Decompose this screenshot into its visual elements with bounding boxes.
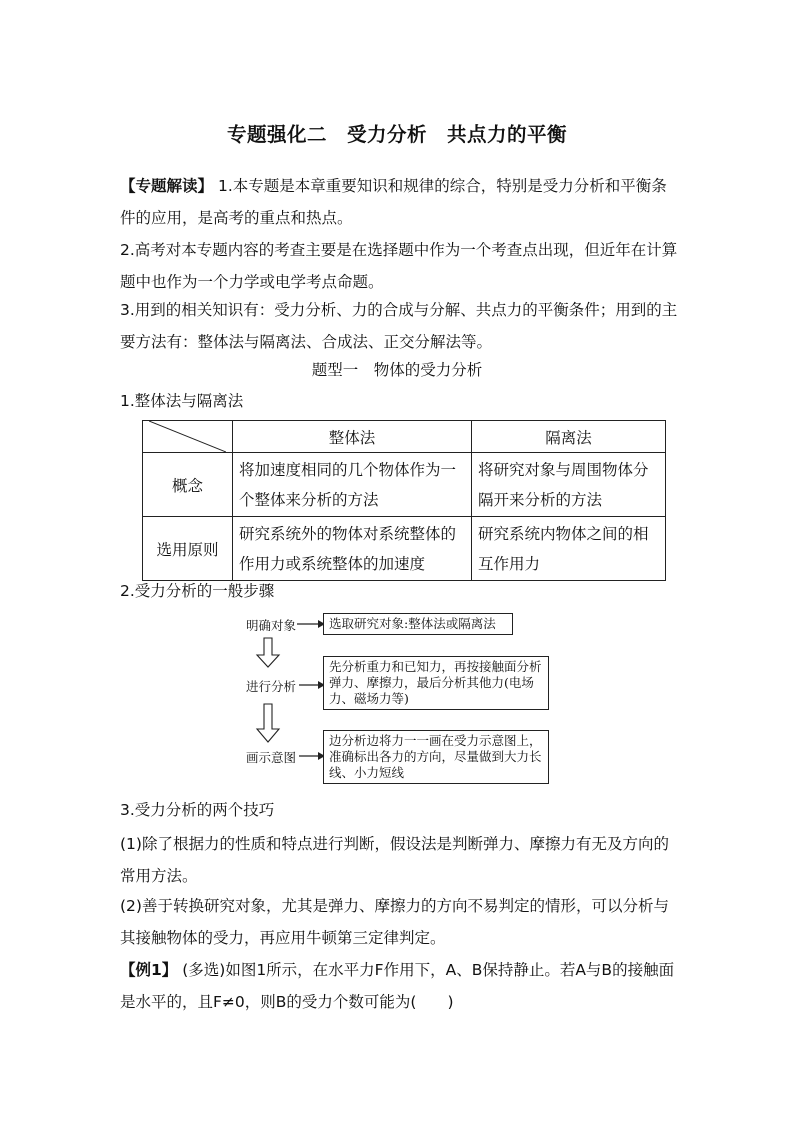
flow-step1-box: 选取研究对象:整体法或隔离法 [323, 613, 513, 635]
cell-concept-isolate: 将研究对象与周围物体分隔开来分析的方法 [472, 453, 666, 517]
subheading-3: 3.受力分析的两个技巧 [120, 801, 275, 819]
table-corner-cell [143, 421, 233, 453]
down-arrow-icon [257, 704, 279, 742]
row-label-concept: 概念 [143, 453, 233, 517]
example-tag: 【例1】 [120, 961, 178, 979]
diagonal-line [149, 421, 226, 452]
down-arrow-icon [257, 638, 279, 667]
intro-tag: 【专题解读】 [120, 177, 214, 195]
flow-step2-box: 先分析重力和已知力，再按接触面分析弹力、摩擦力，最后分析其他力(电场力、磁场力等) [323, 656, 549, 710]
intro-paragraph-1 [120, 170, 680, 234]
subheading-1: 1.整体法与隔离法 [120, 392, 244, 410]
header-whole-method: 整体法 [233, 421, 472, 453]
flow-step3-box: 边分析边将力一一画在受力示意图上，准确标出各力的方向，尽量做到大力长线、小力短线 [323, 730, 549, 784]
row-label-principle: 选用原则 [143, 517, 233, 581]
flow-step3-label: 画示意图 [246, 750, 297, 765]
intro-paragraph-3: 3.用到的相关知识有：受力分析、力的合成与分解、共点力的平衡条件；用到的主要方法有：整体法与隔离法、合成法、正交分解法等。 [120, 301, 678, 351]
section-heading: 题型一 物体的受力分析 [311, 361, 483, 379]
flowchart [230, 608, 560, 793]
intro-text-1: 1.本专题是本章重要知识和规律的综合，特别是受力分析和平衡条件的应用，是高考的重点和热点。 [120, 177, 667, 227]
comparison-table [142, 420, 666, 581]
header-isolation-method: 隔离法 [472, 421, 666, 453]
tip-2: (2)善于转换研究对象，尤其是弹力、摩擦力的方向不易判定的情形，可以分析与其接触物体的受力，再应用牛顿第三定律判定。 [120, 897, 669, 947]
cell-principle-whole: 研究系统外的物体对系统整体的作用力或系统整体的加速度 [233, 517, 472, 581]
subheading-2: 2.受力分析的一般步骤 [120, 582, 275, 600]
example-text: (多选)如图1所示，在水平力F作用下，A、B保持静止。若A与B的接触面是水平的，且F≠0，则B的受力个数可能为( ) [120, 961, 675, 1011]
cell-concept-whole: 将加速度相同的几个物体作为一个整体来分析的方法 [233, 453, 472, 517]
cell-principle-isolate: 研究系统内物体之间的相互作用力 [472, 517, 666, 581]
intro-paragraph-2: 2.高考对本专题内容的考查主要是在选择题中作为一个考查点出现，但近年在计算题中也作为一个力学或电学考点命题。 [120, 241, 678, 291]
flow-step1-label: 明确对象 [246, 618, 297, 633]
tip-1: (1)除了根据力的性质和特点进行判断，假设法是判断弹力、摩擦力有无及方向的常用方法。 [120, 835, 669, 885]
flow-step2-label: 进行分析 [246, 679, 297, 694]
example-1 [120, 954, 680, 1018]
page-title: 专题强化二 受力分析 共点力的平衡 [226, 123, 567, 146]
